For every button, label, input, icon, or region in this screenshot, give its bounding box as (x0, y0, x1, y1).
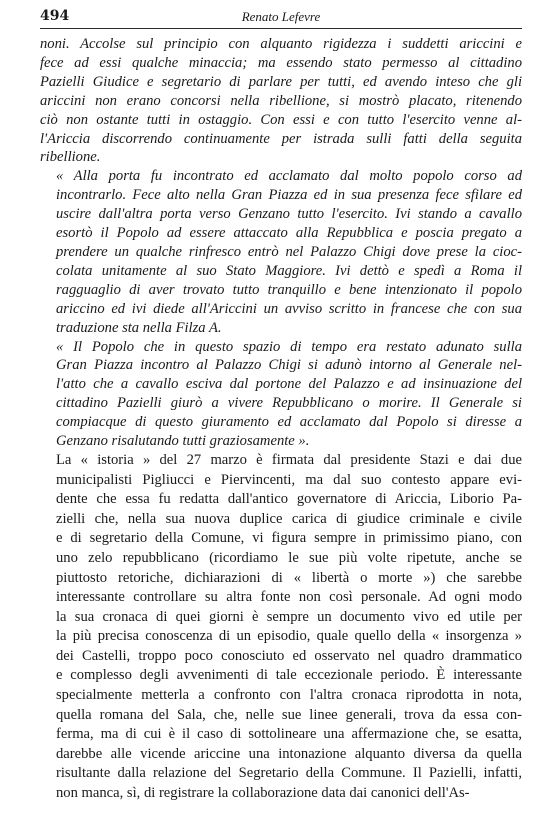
text-line: prendere un qualche rinfresco entrò nel Palazzo Chigi dove prese la cioc- (56, 243, 522, 260)
text-line: dente che essa fu redatta dall'antico governatore di Ariccia, Liborio Pa- (56, 491, 522, 508)
text-line: ariccino ed ivi diede all'Ariccini un avviso scritto in francese che con sua (56, 300, 522, 317)
text-line: uscire dall'altra porta verso Genzano tutto l'esercito. Ivi stando a cavallo (56, 206, 522, 223)
text-line: non manca, sì, di registrare la collaborazione data dai canonici dell'As- (56, 785, 470, 802)
text-line: ragguaglio di aver trovato tutto tranquillo e bene intenzionato il popolo (56, 281, 522, 298)
text-line: uno zelo repubblicano (ricordiamo le sue più volte ripetute, anche se (56, 549, 522, 566)
text-line: ferma, ma di cui è il caso di sottolineare una affermazione che, se esatta, (56, 726, 522, 743)
text-line: e complesso degli avvenimenti di tale eccezionale periodo. È interessante (56, 667, 522, 684)
page-number: 494 (40, 8, 70, 24)
text-line: Gran Piazza incontro al Palazzo Chigi si adunò intorno al Generale nel- (56, 357, 522, 374)
text-line: e di segretario della Comune, vi figura sempre in primissimo piano, con (56, 530, 522, 547)
text-line: Pazielli Giudice e segretario di parlare per tutti, ed avendo inteso che gli (40, 73, 522, 90)
text-line: fece ad essi qualche minaccia; ma essendo stato permesso al cittadino (40, 54, 522, 71)
text-line: cittadino Pazielli giurò a vivere Repubblicano o morire. Il Generale si (56, 395, 522, 412)
text-line: esortò il Popolo ad essere attaccato alla Repubblica e poscia pregato a (56, 225, 522, 242)
text-line: noni. Accolse sul principio con alquanto rigidezza i suddetti ariccini e (40, 36, 522, 52)
text-line: l'Ariccia discorrendo continuamente per istrada sulli fatti della seguita (40, 130, 522, 147)
text-line: municipalisti Pigliucci e Piervincenti, ma dal suo contesto appare evi- (56, 471, 522, 488)
text-line: La « istoria » del 27 marzo è firmata dal presidente Stazi e dai due (56, 451, 522, 468)
body-paragraph (40, 451, 522, 804)
text-line: dei Castelli, troppo poco conosciuto ed osservato nel quadro drammatico (56, 647, 522, 664)
text-line: ribellione. (40, 149, 101, 166)
text-line: l'atto che a cavallo esciva dal portone del Palazzo e ad insinuazione del (56, 376, 522, 393)
running-head: Renato Lefevre (241, 9, 321, 24)
quoted-paragraph (40, 167, 522, 337)
text-line: compiacque di questo giuramento ed acclamato dal Popolo si diresse a (56, 414, 522, 431)
text-line: traduzione sta nella Filza A. (56, 319, 222, 336)
text-line: la sua cronaca di quei giorni è sempre un documento vivo ed utile per (56, 608, 522, 625)
text-line: « Alla porta fu incontrato ed acclamato dal molto popolo corso ad (56, 168, 522, 185)
text-line: « Il Popolo che in questo spazio di tempo era restato adunato sulla (56, 338, 522, 355)
text-line: darebbe alle vicende ariccine una intonazione alquanto diversa da quella (56, 745, 522, 762)
quoted-paragraph (40, 35, 522, 167)
text-line: quella romana del Sala, che, nelle sue linee generali, trova da essa con- (56, 706, 522, 723)
text-line: zielli che, nella sua nuova duplice carica di giudice criminale e civile (56, 510, 522, 527)
quoted-paragraph (40, 338, 522, 451)
text-line: specialmente metterla a confronto con l'altra cronaca riprodotta in nota, (56, 687, 522, 704)
text-line: incontrarlo. Fece alto nella Gran Piazza ed in sua presenza fece sfilare ed (56, 187, 522, 204)
text-line: ciò non ostante tutti in ostaggio. Con essi e con tutto l'esercito venne al- (40, 111, 522, 128)
page-header (40, 6, 522, 29)
text-line: interessante controllare su altra fonte non così personale. Ad ogni modo (56, 589, 522, 606)
text-line: piuttosto retoriche, dichiarazioni di « libertà o morte ») che sarebbe (56, 569, 522, 586)
text-line: Genzano risalutando tutti graziosamente ». (56, 433, 310, 450)
text-line: la più precisa conoscenza di un episodio, quale quello della « insorgenza » (56, 628, 522, 645)
text-line: colata unitamente al suo Stato Maggiore. Ivi dettò e spedì a Roma il (56, 262, 522, 279)
document-body (40, 35, 522, 804)
text-line: ariccini non erano concorsi nella ribellione, si mostrò placato, ritenendo (40, 92, 522, 109)
text-line: risultante dalla relazione del Segretario della Commune. Il Pazielli, infatti, (56, 765, 522, 782)
